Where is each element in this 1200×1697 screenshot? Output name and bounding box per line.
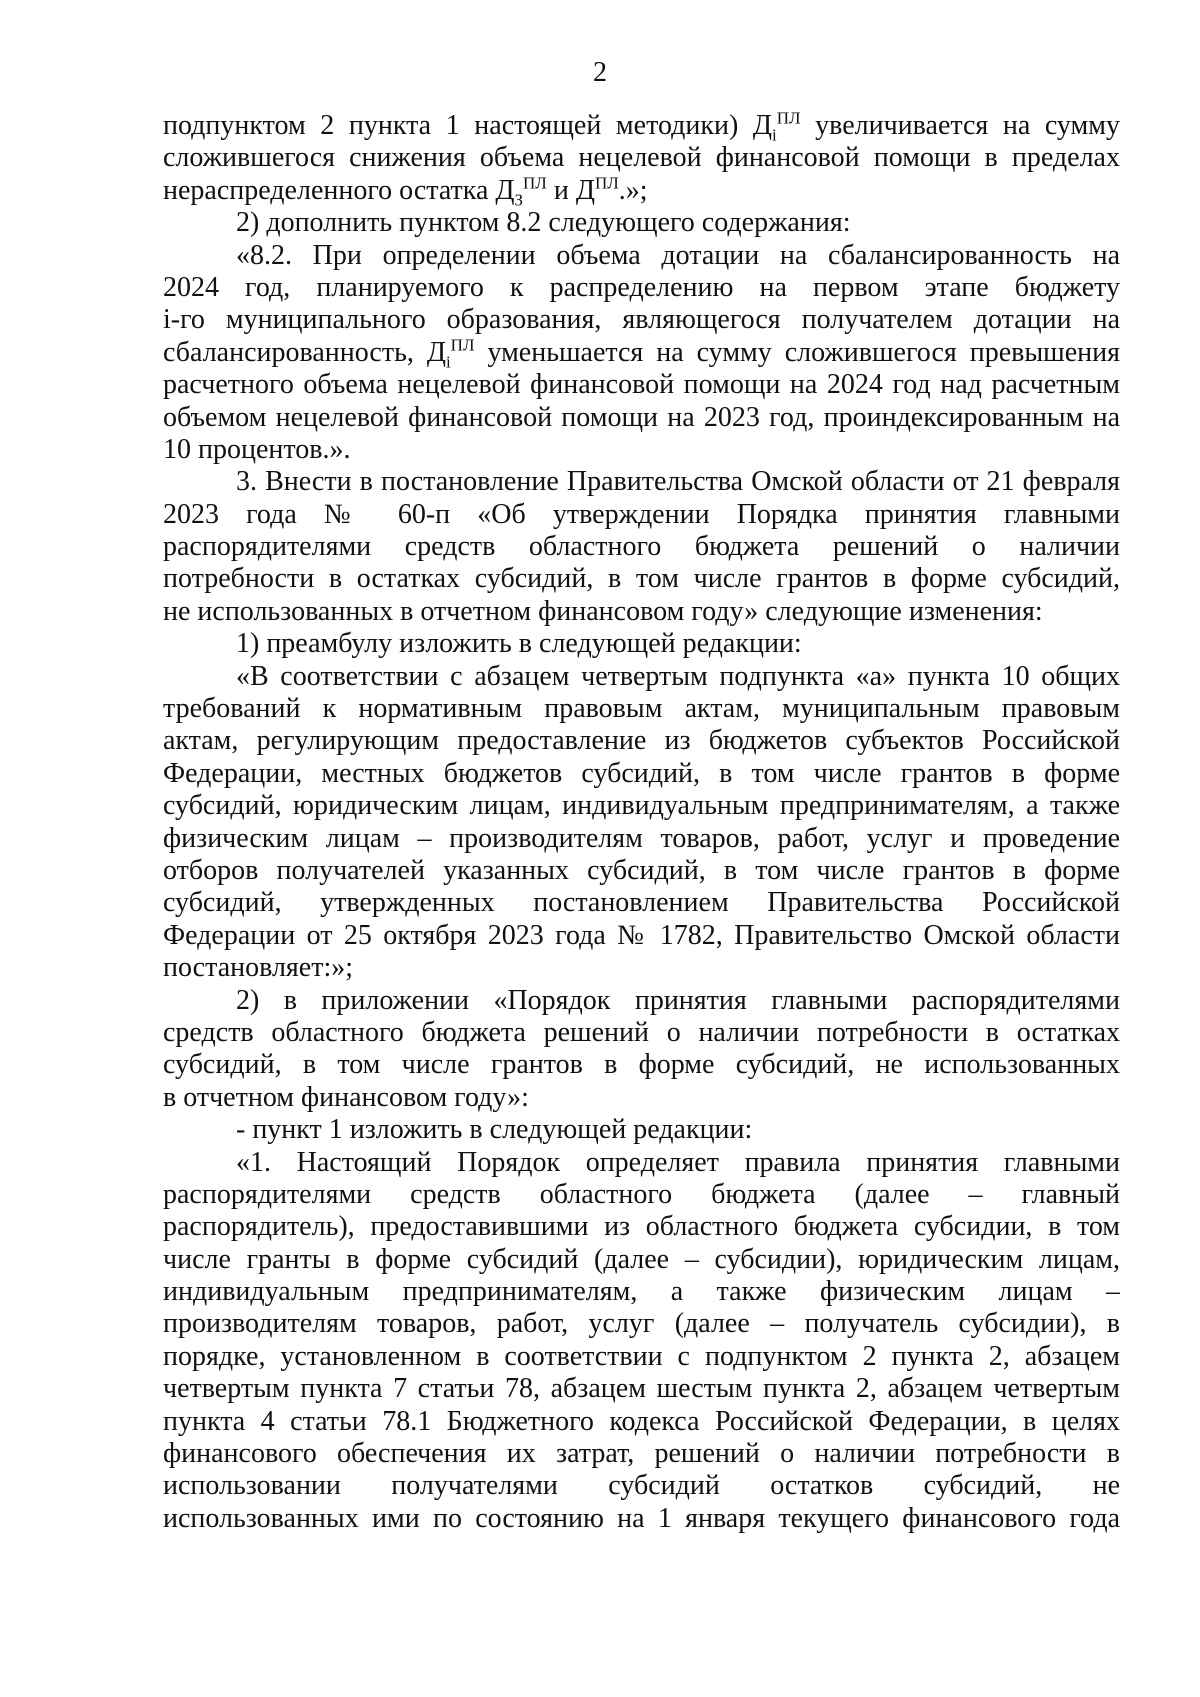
line-text: нераспределенного остатка Д xyxy=(163,174,515,206)
text-line xyxy=(163,499,1120,531)
line-text: актам, регулирующим предоставление из бюджетов субъектов Российской xyxy=(163,725,1120,757)
text-line xyxy=(163,1017,1120,1049)
text-line xyxy=(163,1373,1120,1405)
line-text: Федерации от 25 октября 2023 года № 1782, Правительство Омской области xyxy=(163,919,1120,951)
line-text-segment: уменьшается на сумму сложившегося превышения xyxy=(474,336,1120,368)
line-text: использованных ими по состоянию на 1 января текущего финансового года xyxy=(163,1502,1120,1534)
text-line xyxy=(163,985,1120,1017)
text-line xyxy=(163,1341,1120,1373)
page-number: 2 xyxy=(593,57,607,88)
line-text: 1) преамбулу изложить в следующей редакции: xyxy=(236,628,802,660)
line-text: подпунктом 2 пункта 1 настоящей методики) Д xyxy=(163,110,772,141)
text-line xyxy=(163,693,1120,725)
text-line xyxy=(163,790,1120,822)
line-text: потребности в остатках субсидий, в том числе грантов в форме субсидий, xyxy=(163,563,1120,595)
line-text: Федерации, местных бюджетов субсидий, в том числе грантов в форме xyxy=(163,757,1120,789)
superscript-index: ПЛ xyxy=(450,336,475,355)
line-text: не использованных в отчетном финансовом году» следующие изменения: xyxy=(163,595,1043,627)
line-text: «8.2. При определении объема дотации на сбалансированность на xyxy=(236,239,1120,271)
text-line xyxy=(163,661,1120,693)
text-line xyxy=(163,1503,1120,1535)
text-line xyxy=(163,1114,1120,1146)
text-line xyxy=(163,434,1120,466)
text-line xyxy=(163,1470,1120,1502)
line-text: финансового обеспечения их затрат, решений о наличии потребности в xyxy=(163,1438,1120,1470)
text-line xyxy=(163,110,1120,142)
subscript-index: З xyxy=(514,190,524,208)
line-text: распорядителями средств областного бюджета (далее – главный xyxy=(163,1178,1120,1210)
line-text: «В соответствии с абзацем четвертым подпункта «а» пункта 10 общих xyxy=(236,660,1120,692)
line-text-segment: .»; xyxy=(618,174,648,206)
text-line xyxy=(163,1244,1120,1276)
superscript-index: ПЛ xyxy=(776,110,801,128)
text-line xyxy=(163,337,1120,369)
text-line xyxy=(163,823,1120,855)
line-text: 10 процентов.». xyxy=(163,433,351,465)
line-text: требований к нормативным правовым актам, муниципальным правовым xyxy=(163,693,1120,725)
line-text-segment: и Д xyxy=(546,174,595,206)
line-text: 2) в приложении «Порядок принятия главными распорядителями xyxy=(236,984,1120,1016)
line-text: средств областного бюджета решений о наличии потребности в остатках xyxy=(163,1016,1120,1048)
text-line xyxy=(163,142,1120,174)
superscript-index: ПЛ xyxy=(523,174,547,193)
text-line xyxy=(163,175,1120,207)
text-line xyxy=(163,1049,1120,1081)
text-line xyxy=(163,402,1120,434)
text-line xyxy=(163,855,1120,887)
line-text: - пункт 1 изложить в следующей редакции: xyxy=(236,1114,753,1146)
text-line xyxy=(163,1308,1120,1340)
text-line xyxy=(163,563,1120,595)
line-text: числе гранты в форме субсидий (далее – субсидии), юридическим лицам, xyxy=(163,1243,1120,1275)
line-text: объемом нецелевой финансовой помощи на 2023 год, проиндексированным на xyxy=(163,401,1120,433)
document-body xyxy=(163,110,1120,1535)
line-text: расчетного объема нецелевой финансовой помощи на 2024 год над расчетным xyxy=(163,369,1120,401)
text-line xyxy=(163,920,1120,952)
text-line xyxy=(163,1211,1120,1243)
line-text: «1. Настоящий Порядок определяет правила принятия главными xyxy=(236,1146,1120,1178)
line-text: сбалансированность, Д xyxy=(163,336,446,368)
text-line xyxy=(163,1147,1120,1179)
line-text: 2024 год, планируемого к распределению на первом этапе бюджету xyxy=(163,271,1120,303)
text-line xyxy=(163,1406,1120,1438)
line-text: использовании получателями субсидий остатков субсидий, не xyxy=(163,1470,1120,1502)
line-text: i-го муниципального образования, являющегося получателем дотации на xyxy=(163,304,1120,336)
line-text: четвертым пункта 7 статьи 78, абзацем шестым пункта 2, абзацем четвертым xyxy=(163,1373,1120,1405)
line-text: производителям товаров, работ, услуг (далее – получатель субсидии), в xyxy=(163,1308,1120,1340)
text-line xyxy=(163,596,1120,628)
line-text: отборов получателей указанных субсидий, в том числе грантов в форме xyxy=(163,854,1120,886)
superscript-index: ПЛ xyxy=(594,174,619,193)
line-text: 3. Внести в постановление Правительства Омской области от 21 февраля xyxy=(236,466,1120,498)
text-line xyxy=(163,304,1120,336)
line-text: распорядитель), предоставившими из областного бюджета субсидии, в том xyxy=(163,1211,1120,1243)
text-line xyxy=(163,1082,1120,1114)
line-text: распорядителями средств областного бюджета решений о наличии xyxy=(163,531,1120,563)
text-line xyxy=(163,207,1120,239)
line-text: субсидий, утвержденных постановлением Правительства Российской xyxy=(163,887,1120,919)
line-text-segment: увеличивается на сумму xyxy=(800,110,1120,141)
text-line xyxy=(163,952,1120,984)
text-line xyxy=(163,1438,1120,1470)
line-text: 2023 года № 60-п «Об утверждении Порядка принятия главными xyxy=(163,498,1120,530)
line-text: порядке, установленном в соответствии с подпунктом 2 пункта 2, абзацем xyxy=(163,1340,1120,1372)
line-text: физическим лицам – производителям товаров, работ, услуг и проведение xyxy=(163,822,1120,854)
line-text: 2) дополнить пунктом 8.2 следующего содержания: xyxy=(236,207,851,239)
line-text: пункта 4 статьи 78.1 Бюджетного кодекса Российской Федерации, в целях xyxy=(163,1405,1120,1437)
line-text: индивидуальным предпринимателям, а также физическим лицам – xyxy=(163,1276,1120,1308)
text-line xyxy=(163,758,1120,790)
text-line xyxy=(163,272,1120,304)
text-line xyxy=(163,466,1120,498)
line-text: сложившегося снижения объема нецелевой финансовой помощи в пределах xyxy=(163,142,1120,174)
line-text: субсидий, юридическим лицам, индивидуальным предпринимателям, а также xyxy=(163,790,1120,822)
text-line xyxy=(163,1276,1120,1308)
text-line xyxy=(163,1179,1120,1211)
text-line xyxy=(163,887,1120,919)
subscript-index: i xyxy=(445,352,451,370)
text-line xyxy=(163,369,1120,401)
subscript-index: i xyxy=(772,125,777,143)
text-line xyxy=(163,531,1120,563)
line-text: в отчетном финансовом году»: xyxy=(163,1081,529,1113)
line-text: постановляет:»; xyxy=(163,952,354,984)
line-text: субсидий, в том числе грантов в форме субсидий, не использованных xyxy=(163,1049,1120,1081)
text-line xyxy=(163,240,1120,272)
text-line xyxy=(163,628,1120,660)
text-line xyxy=(163,725,1120,757)
